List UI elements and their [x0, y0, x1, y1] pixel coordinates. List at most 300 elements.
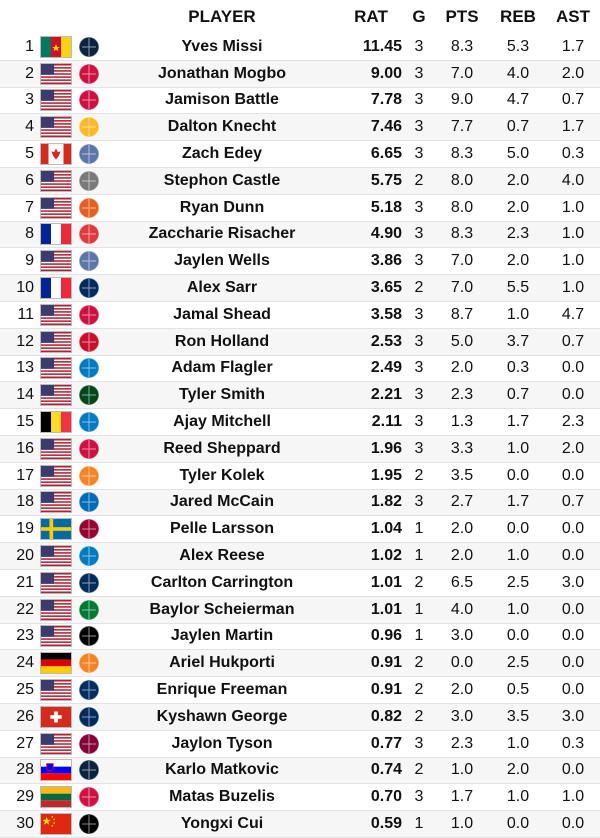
table-row[interactable] — [0, 382, 600, 409]
games-cell: 3 — [414, 145, 424, 163]
table-row[interactable] — [0, 168, 600, 195]
header-rat[interactable]: RAT — [354, 7, 388, 26]
rating-cell: 1.04 — [370, 520, 402, 538]
rating-cell: 0.91 — [370, 681, 402, 699]
points-cell: 2.0 — [450, 681, 474, 699]
usa-flag-icon — [40, 384, 74, 406]
rank-cell: 29 — [16, 788, 34, 806]
points-cell: 1.3 — [450, 413, 474, 431]
assists-cell: 0.0 — [561, 761, 585, 779]
assists-cell: 0.0 — [561, 681, 585, 699]
table-row[interactable] — [0, 222, 600, 249]
points-cell: 8.3 — [450, 145, 474, 163]
table-row[interactable] — [0, 704, 600, 731]
rank-cell: 30 — [16, 815, 34, 832]
usa-flag-icon — [40, 304, 74, 326]
games-cell: 2 — [414, 654, 424, 672]
player-name[interactable]: Ariel Hukporti — [169, 654, 275, 672]
assists-cell: 3.0 — [561, 707, 585, 725]
assists-cell: 0.0 — [561, 547, 585, 565]
points-cell: 7.0 — [450, 279, 474, 297]
assists-cell: 0.3 — [561, 145, 585, 163]
rebounds-cell: 2.5 — [506, 573, 530, 591]
rank-cell: 23 — [16, 627, 34, 645]
games-cell: 3 — [414, 198, 424, 216]
wizards-logo-icon — [74, 571, 104, 595]
table-row[interactable] — [0, 650, 600, 677]
points-cell: 8.0 — [450, 171, 474, 189]
table-row[interactable] — [0, 624, 600, 651]
rank-cell: 16 — [16, 439, 34, 457]
rating-cell: 1.96 — [370, 439, 402, 457]
rank-cell: 25 — [16, 681, 34, 699]
table-row[interactable] — [0, 516, 600, 543]
rating-cell: 2.53 — [370, 332, 402, 350]
rebounds-cell: 2.0 — [506, 171, 530, 189]
points-cell: 3.0 — [450, 707, 474, 725]
points-cell: 4.0 — [450, 600, 474, 618]
games-cell: 3 — [414, 252, 424, 270]
games-cell: 3 — [414, 386, 424, 404]
player-name[interactable]: Dalton Knecht — [167, 118, 277, 136]
bucks-logo-icon — [74, 383, 104, 407]
rank-cell: 26 — [16, 707, 34, 725]
player-name[interactable]: Jaylon Tyson — [171, 734, 273, 752]
table-row[interactable] — [0, 677, 600, 704]
rank-cell: 6 — [25, 171, 34, 189]
rank-cell: 4 — [25, 118, 34, 136]
points-cell: 2.0 — [450, 547, 474, 565]
rebounds-cell: 0.0 — [506, 815, 530, 832]
player-name[interactable]: Jaylen Wells — [174, 252, 270, 270]
knicks-logo-icon — [74, 464, 104, 488]
rank-cell: 13 — [16, 359, 34, 377]
table-row[interactable] — [0, 248, 600, 275]
player-name[interactable]: Kyshawn George — [156, 707, 288, 725]
header-ast[interactable]: AST — [556, 7, 590, 26]
player-name[interactable]: Enrique Freeman — [156, 681, 288, 699]
rebounds-cell: 1.7 — [506, 493, 530, 511]
player-name[interactable]: Baylor Scheierman — [149, 600, 295, 618]
assists-cell: 2.0 — [561, 439, 585, 457]
rebounds-cell: 4.0 — [506, 64, 530, 82]
games-cell: 1 — [414, 520, 424, 538]
thunder-logo-icon — [74, 544, 104, 568]
rating-cell: 6.65 — [370, 145, 402, 163]
rating-cell: 9.00 — [370, 64, 402, 82]
rating-cell: 11.45 — [362, 37, 402, 55]
rebounds-cell: 0.7 — [506, 118, 530, 136]
rank-cell: 9 — [25, 252, 34, 270]
table-row[interactable] — [0, 731, 600, 758]
usa-flag-icon — [40, 89, 74, 111]
usa-flag-icon — [40, 197, 74, 219]
raptors-logo-icon — [74, 303, 104, 327]
assists-cell: 1.0 — [561, 252, 585, 270]
player-name[interactable]: Ron Holland — [174, 332, 270, 350]
player-name[interactable]: Jamison Battle — [165, 91, 279, 109]
rank-cell: 28 — [16, 761, 34, 779]
header-g[interactable]: G — [412, 7, 426, 26]
points-cell: 2.3 — [450, 386, 474, 404]
points-cell: 2.3 — [450, 734, 474, 752]
games-cell: 3 — [414, 788, 424, 806]
games-cell: 3 — [414, 493, 424, 511]
assists-cell: 4.7 — [561, 305, 585, 323]
points-cell: 6.5 — [450, 573, 474, 591]
lithuania-flag-icon — [40, 786, 74, 808]
table-row[interactable] — [0, 329, 600, 356]
points-cell: 3.0 — [450, 627, 474, 645]
assists-cell: 0.3 — [561, 734, 585, 752]
rank-cell: 10 — [16, 279, 34, 297]
games-cell: 3 — [414, 439, 424, 457]
player-name[interactable]: Adam Flagler — [171, 359, 273, 377]
player-name[interactable]: Alex Sarr — [186, 279, 258, 297]
points-cell: 2.0 — [450, 359, 474, 377]
games-cell: 3 — [414, 332, 424, 350]
pelicans-logo-icon — [74, 758, 104, 782]
rating-cell: 3.58 — [370, 305, 402, 323]
player-name[interactable]: Alex Reese — [179, 547, 265, 565]
usa-flag-icon — [40, 438, 74, 460]
rating-cell: 0.59 — [370, 815, 402, 832]
assists-cell: 0.0 — [561, 386, 585, 404]
assists-cell: 0.0 — [561, 815, 585, 832]
rebounds-cell: 2.0 — [506, 198, 530, 216]
lakers-logo-icon — [74, 115, 104, 139]
rebounds-cell: 1.0 — [506, 734, 530, 752]
usa-flag-icon — [40, 170, 74, 192]
canada-flag-icon — [40, 143, 74, 165]
rebounds-cell: 1.0 — [506, 547, 530, 565]
table-row[interactable] — [0, 114, 600, 141]
rebounds-cell: 1.0 — [506, 439, 530, 457]
rating-cell: 1.82 — [370, 493, 402, 511]
raptors-logo-icon — [74, 88, 104, 112]
rebounds-cell: 3.5 — [506, 707, 530, 725]
table-row[interactable] — [0, 88, 600, 115]
rank-cell: 3 — [25, 91, 34, 109]
rank-cell: 12 — [16, 332, 34, 350]
rating-cell: 5.75 — [370, 171, 402, 189]
pelicans-logo-icon — [74, 35, 104, 59]
games-cell: 3 — [414, 359, 424, 377]
games-cell: 2 — [414, 681, 424, 699]
rebounds-cell: 4.7 — [506, 91, 530, 109]
rank-cell: 1 — [25, 37, 34, 55]
rank-cell: 19 — [16, 520, 34, 538]
cavaliers-logo-icon — [74, 732, 104, 756]
player-name[interactable]: Karlo Matkovic — [165, 761, 279, 779]
games-cell: 1 — [414, 547, 424, 565]
assists-cell: 1.0 — [561, 279, 585, 297]
player-name[interactable]: Reed Sheppard — [163, 439, 281, 457]
rebounds-cell: 2.0 — [506, 761, 530, 779]
table-row[interactable] — [0, 570, 600, 597]
rebounds-cell: 5.3 — [506, 37, 530, 55]
games-cell: 2 — [414, 573, 424, 591]
assists-cell: 0.0 — [561, 627, 585, 645]
assists-cell: 2.0 — [561, 64, 585, 82]
table-row[interactable] — [0, 302, 600, 329]
wizards-logo-icon — [74, 705, 104, 729]
points-cell: 7.0 — [450, 64, 474, 82]
rating-cell: 1.01 — [370, 573, 402, 591]
rank-cell: 2 — [25, 64, 34, 82]
rating-cell: 0.77 — [370, 734, 402, 752]
slovenia-flag-icon — [40, 759, 74, 781]
rank-cell: 18 — [16, 493, 34, 511]
rebounds-cell: 0.3 — [506, 359, 530, 377]
rating-cell: 7.78 — [370, 91, 402, 109]
games-cell: 2 — [414, 466, 424, 484]
player-name[interactable]: Tyler Smith — [179, 386, 265, 404]
rockets-logo-icon — [74, 437, 104, 461]
games-cell: 3 — [414, 305, 424, 323]
points-cell: 3.3 — [450, 439, 474, 457]
header-reb[interactable]: REB — [500, 7, 536, 26]
points-cell: 7.0 — [450, 252, 474, 270]
rebounds-cell: 1.7 — [506, 413, 530, 431]
games-cell: 1 — [414, 627, 424, 645]
table-row[interactable] — [0, 811, 600, 838]
points-cell: 2.0 — [450, 520, 474, 538]
games-cell: 3 — [414, 118, 424, 136]
player-name[interactable]: Yves Missi — [181, 37, 263, 55]
rank-cell: 7 — [25, 198, 34, 216]
points-cell: 8.7 — [450, 305, 474, 323]
points-cell: 8.3 — [450, 37, 474, 55]
assists-cell: 0.7 — [561, 91, 585, 109]
usa-flag-icon — [40, 625, 74, 647]
rating-cell: 1.02 — [370, 547, 402, 565]
assists-cell: 2.3 — [561, 413, 585, 431]
player-name[interactable]: Jaylen Martin — [170, 627, 274, 645]
rebounds-cell: 5.5 — [506, 279, 530, 297]
points-cell: 8.0 — [450, 198, 474, 216]
usa-flag-icon — [40, 733, 74, 755]
heat-logo-icon — [74, 517, 104, 541]
rank-cell: 22 — [16, 600, 34, 618]
usa-flag-icon — [40, 250, 74, 272]
rating-cell: 2.21 — [370, 386, 402, 404]
points-cell: 8.3 — [450, 225, 474, 243]
table-row[interactable] — [0, 195, 600, 222]
player-name[interactable]: Jonathan Mogbo — [158, 64, 286, 82]
rank-cell: 20 — [16, 547, 34, 565]
table-row[interactable] — [0, 409, 600, 436]
games-cell: 3 — [414, 413, 424, 431]
rebounds-cell: 2.3 — [506, 225, 530, 243]
germany-flag-icon — [40, 652, 74, 674]
nets-logo-icon — [74, 812, 104, 836]
rebounds-cell: 0.0 — [506, 520, 530, 538]
points-cell: 9.0 — [450, 91, 474, 109]
thunder-logo-icon — [74, 410, 104, 434]
player-name[interactable]: Tyler Kolek — [179, 466, 265, 484]
china-flag-icon — [40, 813, 74, 835]
rank-cell: 21 — [16, 573, 34, 591]
games-cell: 2 — [414, 171, 424, 189]
usa-flag-icon — [40, 357, 74, 379]
table-row[interactable] — [0, 490, 600, 517]
nets-logo-icon — [74, 624, 104, 648]
thunder-logo-icon — [74, 356, 104, 380]
rating-cell: 7.46 — [370, 118, 402, 136]
table-body — [0, 34, 600, 838]
rebounds-cell: 3.7 — [506, 332, 530, 350]
sweden-flag-icon — [40, 518, 74, 540]
table-row[interactable] — [0, 356, 600, 383]
table-row[interactable] — [0, 784, 600, 811]
table-row[interactable] — [0, 436, 600, 463]
header-player[interactable]: PLAYER — [188, 7, 256, 26]
player-name[interactable]: Jared McCain — [169, 493, 275, 511]
hawks-logo-icon — [74, 222, 104, 246]
usa-flag-icon — [40, 545, 74, 567]
games-cell: 3 — [414, 64, 424, 82]
raptors-logo-icon — [74, 62, 104, 86]
rank-cell: 8 — [25, 225, 34, 243]
assists-cell: 0.7 — [561, 332, 585, 350]
games-cell: 2 — [414, 707, 424, 725]
pistons-logo-icon — [74, 330, 104, 354]
rating-cell: 2.49 — [370, 359, 402, 377]
games-cell: 2 — [414, 761, 424, 779]
rating-cell: 0.74 — [370, 761, 402, 779]
table-header — [0, 0, 600, 34]
rating-cell: 0.70 — [370, 788, 402, 806]
rebounds-cell: 1.0 — [506, 788, 530, 806]
assists-cell: 0.0 — [561, 359, 585, 377]
player-name[interactable]: Zach Edey — [181, 145, 263, 163]
player-name[interactable]: Jamal Shead — [173, 305, 271, 323]
assists-cell: 1.0 — [561, 225, 585, 243]
belgium-flag-icon — [40, 411, 74, 433]
games-cell: 1 — [414, 600, 424, 618]
suns-logo-icon — [74, 196, 104, 220]
games-cell: 3 — [414, 734, 424, 752]
usa-flag-icon — [40, 63, 74, 85]
table-row[interactable] — [0, 758, 600, 785]
celtics-logo-icon — [74, 598, 104, 622]
player-name[interactable]: Carlton Carrington — [150, 573, 294, 591]
player-name[interactable]: Stephon Castle — [163, 171, 281, 189]
rebounds-cell: 0.5 — [506, 681, 530, 699]
rating-cell: 1.01 — [370, 600, 402, 618]
bulls-logo-icon — [74, 785, 104, 809]
rank-cell: 27 — [16, 734, 34, 752]
76ers-logo-icon — [74, 490, 104, 514]
player-name[interactable]: Matas Buzelis — [169, 788, 275, 806]
player-name[interactable]: Pelle Larsson — [169, 520, 275, 538]
rebounds-cell: 1.0 — [506, 305, 530, 323]
player-name[interactable]: Yongxi Cui — [180, 815, 264, 832]
assists-cell: 1.7 — [561, 37, 585, 55]
assists-cell: 0.0 — [561, 520, 585, 538]
usa-flag-icon — [40, 331, 74, 353]
header-pts[interactable]: PTS — [445, 7, 479, 26]
assists-cell: 1.0 — [561, 198, 585, 216]
table-row[interactable] — [0, 463, 600, 490]
rating-cell: 0.96 — [370, 627, 402, 645]
points-cell: 1.7 — [450, 788, 474, 806]
assists-cell: 4.0 — [561, 171, 585, 189]
points-cell: 3.5 — [450, 466, 474, 484]
assists-cell: 0.7 — [561, 493, 585, 511]
usa-flag-icon — [40, 599, 74, 621]
rebounds-cell: 0.0 — [506, 627, 530, 645]
assists-cell: 0.0 — [561, 654, 585, 672]
pacers-logo-icon — [74, 678, 104, 702]
games-cell: 2 — [414, 279, 424, 297]
rating-cell: 5.18 — [370, 198, 402, 216]
rank-cell: 14 — [16, 386, 34, 404]
rank-cell: 5 — [25, 145, 34, 163]
usa-flag-icon — [40, 465, 74, 487]
rank-cell: 17 — [16, 466, 34, 484]
player-name[interactable]: Ajay Mitchell — [173, 413, 271, 431]
assists-cell: 1.0 — [561, 788, 585, 806]
points-cell: 7.7 — [450, 118, 474, 136]
france-flag-icon — [40, 277, 74, 299]
points-cell: 1.0 — [450, 761, 474, 779]
table-row[interactable] — [0, 141, 600, 168]
usa-flag-icon — [40, 679, 74, 701]
france-flag-icon — [40, 223, 74, 245]
usa-flag-icon — [40, 116, 74, 138]
grizzlies-logo-icon — [74, 249, 104, 273]
table-row[interactable] — [0, 543, 600, 570]
points-cell: 2.7 — [450, 493, 474, 511]
rank-cell: 15 — [16, 413, 34, 431]
cameroon-flag-icon — [40, 36, 74, 58]
table-row[interactable] — [0, 34, 600, 61]
table-row[interactable] — [0, 61, 600, 88]
rating-cell: 0.82 — [370, 707, 402, 725]
games-cell: 3 — [414, 91, 424, 109]
usa-flag-icon — [40, 491, 74, 513]
assists-cell: 0.0 — [561, 466, 585, 484]
points-cell: 1.0 — [450, 815, 474, 832]
rating-cell: 1.95 — [370, 466, 402, 484]
knicks-logo-icon — [74, 651, 104, 675]
rebounds-cell: 2.0 — [506, 252, 530, 270]
games-cell: 1 — [414, 815, 424, 832]
rebounds-cell: 1.0 — [506, 600, 530, 618]
rating-cell: 3.86 — [370, 252, 402, 270]
rating-cell: 3.65 — [370, 279, 402, 297]
player-name[interactable]: Zaccharie Risacher — [148, 225, 296, 243]
assists-cell: 1.7 — [561, 118, 585, 136]
player-name[interactable]: Ryan Dunn — [179, 198, 265, 216]
rank-cell: 24 — [16, 654, 34, 672]
rating-cell: 2.11 — [371, 413, 402, 431]
table-row[interactable] — [0, 275, 600, 302]
rank-cell: 11 — [17, 305, 34, 323]
spurs-logo-icon — [74, 169, 104, 193]
usa-flag-icon — [40, 572, 74, 594]
rating-cell: 4.90 — [370, 225, 402, 243]
points-cell: 5.0 — [450, 332, 474, 350]
grizzlies-logo-icon — [74, 142, 104, 166]
rating-cell: 0.91 — [370, 654, 402, 672]
table-row[interactable] — [0, 597, 600, 624]
rebounds-cell: 0.7 — [506, 386, 530, 404]
rebounds-cell: 0.0 — [506, 466, 530, 484]
points-cell: 0.0 — [450, 654, 474, 672]
